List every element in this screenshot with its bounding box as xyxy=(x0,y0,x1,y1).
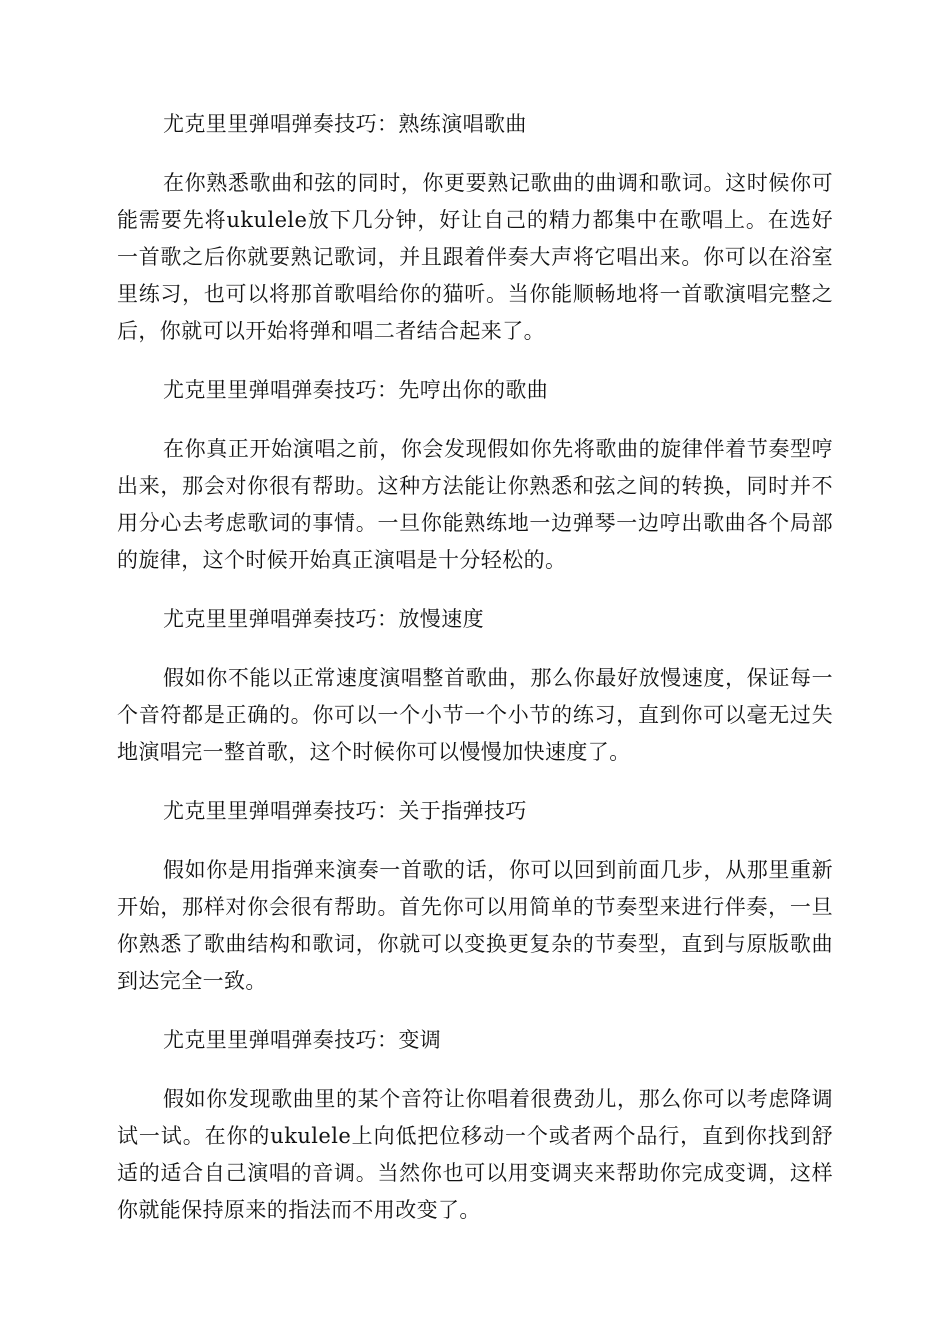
section-heading-1: 尤克里里弹唱弹奏技巧：熟练演唱歌曲 xyxy=(163,112,527,136)
section-heading-4: 尤克里里弹唱弹奏技巧：关于指弹技巧 xyxy=(163,799,527,823)
section-heading-5: 尤克里里弹唱弹奏技巧：变调 xyxy=(163,1028,442,1052)
section-paragraph-2: 在你真正开始演唱之前，你会发现假如你先将歌曲的旋律伴着节奏型哼出来，那会对你很有帮助。这种方法能让你熟悉和弦之间的转换，同时并不用分心去考虑歌词的事情。一旦你能熟练地一边弹琴一边哼出歌曲各个局部的旋律，这个时候开始真正演唱是十分轻松的。 xyxy=(117,437,833,572)
section-heading-2: 尤克里里弹唱弹奏技巧：先哼出你的歌曲 xyxy=(163,378,549,402)
section-paragraph-4: 假如你是用指弹来演奏一首歌的话，你可以回到前面几步，从那里重新开始，那样对你会很有帮助。首先你可以用简单的节奏型来进行伴奏，一旦你熟悉了歌曲结构和歌词，你就可以变换更复杂的节奏型，直到与原版歌曲到达完全一致。 xyxy=(117,858,833,993)
section-paragraph-3: 假如你不能以正常速度演唱整首歌曲，那么你最好放慢速度，保证每一个音符都是正确的。你可以一个小节一个小节的练习，直到你可以毫无过失地演唱完一整首歌，这个时候你可以慢慢加快速度了。 xyxy=(117,666,833,764)
document-page xyxy=(117,106,833,1229)
section-paragraph-5: 假如你发现歌曲里的某个音符让你唱着很费劲儿，那么你可以考虑降调试一试。在你的ukulele上向低把位移动一个或者两个品行，直到你找到舒适的适合自己演唱的音调。当然你也可以用变调夹来帮助你完成变调，这样你就能保持原来的指法而不用改变了。 xyxy=(117,1087,833,1222)
section-paragraph-1: 在你熟悉歌曲和弦的同时，你更要熟记歌曲的曲调和歌词。这时候你可能需要先将ukulele放下几分钟，好让自己的精力都集中在歌唱上。在选好一首歌之后你就要熟记歌词，并且跟着伴奏大声将它唱出来。你可以在浴室里练习，也可以将那首歌唱给你的猫听。当你能顺畅地将一首歌演唱完整之后，你就可以开始将弹和唱二者结合起来了。 xyxy=(117,171,833,343)
section-heading-3: 尤克里里弹唱弹奏技巧：放慢速度 xyxy=(163,607,484,631)
